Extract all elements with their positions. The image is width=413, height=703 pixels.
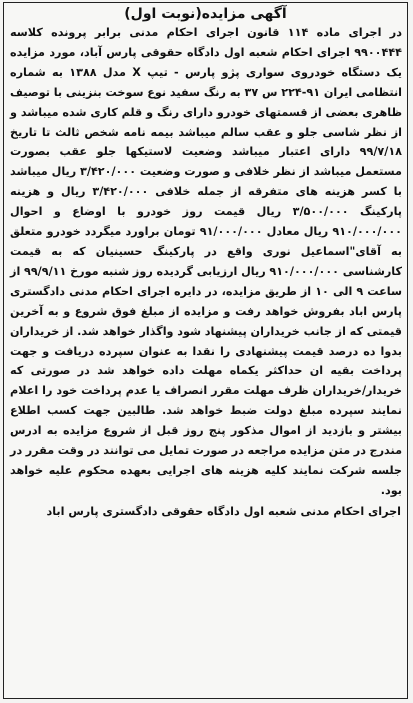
- notice-body: [4, 23, 407, 501]
- notice-body-text: در اجرای ماده ۱۱۴ قانون اجرای احکام مدنی برابر پرونده کلاسه ۹۹۰۰۴۴۴ اجرای احکام شعبه اول دادگاه حقوقی پارس آباد، مورد مزایده یک دستگاه خودروی سواری پژو پارس - تیپ X مدل ۱۳۸۸ به شماره انتظامی ایران ۹۱-۲۲۴ س ۳۷ به رنگ سفید نوع سوخت بنزینی با توصیف ظاهری بعضی از قسمتهای خودرو دارای رنگ و قلم کاری شده میباشد و از نظر شاسی جلو و عقب سالم میباشد بیمه نامه شخص ثالث تا تاریخ ۹۹/۷/۱۸ دارای اعتبار میباشد وضعیت لاستیکها جلو عقب بصورت مستعمل میباشد از نظر خلافی و صورت وضعیت ۳/۴۲۰/۰۰۰ ریال میباشد با کسر هزینه های متفرقه از جمله خلافی ۳/۴۲۰/۰۰۰ ریال و هزینه پارکینگ ۳/۵۰۰/۰۰۰ ریال قیمت روز خودرو با اوضاع و احوال ۹۱۰/۰۰۰/۰۰۰ ریال معادل ۹۱/۰۰۰/۰۰۰ تومان براورد میگردد خودرو متعلق به آقای"اسماعیل نوری واقع در پارکینگ حسینیان که به قیمت کارشناسی ۹۱۰/۰۰۰/۰۰۰ ریال ارزیابی گردیده روز شنبه مورخ ۹۹/۹/۱۱ از ساعت ۹ الی ۱۰ از طریق مزایده، در دایره اجرای احکام مدنی دادگستری پارس اباد بفروش خواهد رفت و مزایده از مبلغ فوق شروع و به آخرین قیمتی که از جانب خریداران پیشنهاد شود واگذار خواهد شد. از خریداران بدوا ده درصد قیمت پیشنهادی را نقدا به عنوان سپرده دریافت و جهت پرداخت بقیه ان حداکثر یکماه مهلت داده خواهد شد در صورتی که خریدار/خریداران ظرف مهلت مقرر انصراف یا عدم پرداخت خود را اعلام نمایند سپرده مبلغ دولت ضبط خواهد شد. طالبین جهت کسب اطلاع بیشتر و بازدید از اموال مذکور پنج روز قبل از شروع مزایده به ادرس مندرج در متن مزایده مراجعه در صورت تمایل می توانند در وقت مقرر در جلسه شرکت نمایند کلیه هزینه های اجرایی بعهده محکوم علیه خواهد بود.: [10, 26, 403, 497]
- notice-signature: اجرای احکام مدنی شعبه اول دادگاه حقوقی دادگستری پارس اباد: [46, 504, 401, 518]
- auction-notice: [3, 2, 408, 699]
- notice-title: آگهی مزایده(نوبت اول): [124, 6, 287, 22]
